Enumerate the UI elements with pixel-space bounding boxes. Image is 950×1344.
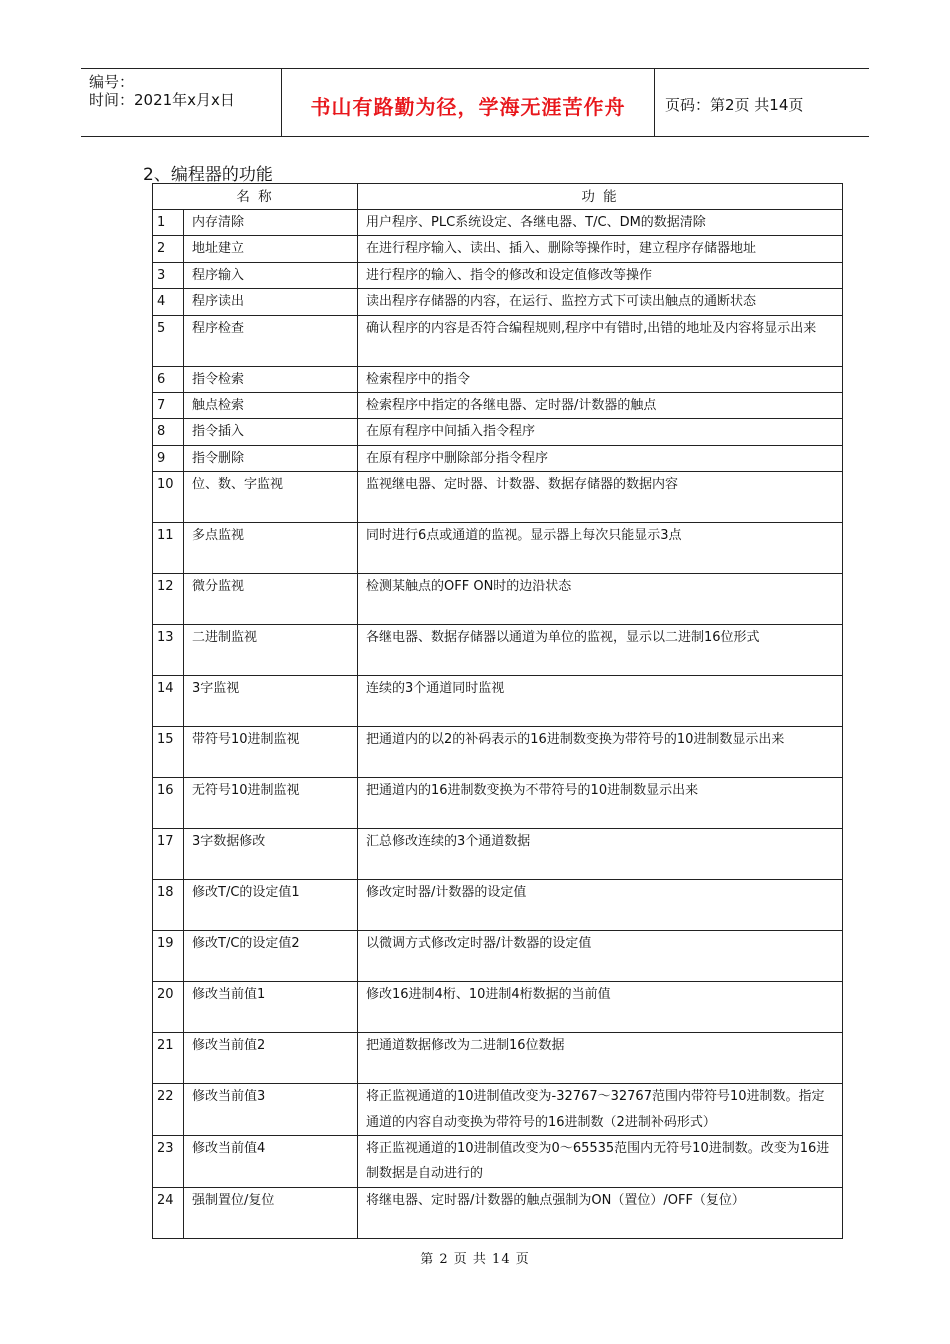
table-row [153, 778, 843, 829]
row-name: 修改当前值3 [184, 1084, 358, 1136]
row-number: 18 [153, 880, 184, 931]
header-page-number: 页码：第2页 共14页 [665, 96, 804, 114]
row-name: 修改当前值4 [184, 1136, 358, 1188]
table-row [153, 676, 843, 727]
row-name: 程序检查 [184, 315, 358, 366]
table-row [153, 982, 843, 1033]
row-name: 指令检索 [184, 366, 358, 392]
table-row [153, 1084, 843, 1136]
row-number: 10 [153, 472, 184, 523]
table-row [153, 1136, 843, 1188]
row-function: 汇总修改连续的3个通道数据 [358, 829, 843, 880]
row-number: 19 [153, 931, 184, 982]
row-function: 各继电器、数据存储器以通道为单位的监视，显示以二进制16位形式 [358, 625, 843, 676]
row-function: 读出程序存储器的内容，在运行、监控方式下可读出触点的通断状态 [358, 289, 843, 315]
row-function: 把通道内的16进制数变换为不带符号的10进制数显示出来 [358, 778, 843, 829]
row-name: 修改T/C的设定值2 [184, 931, 358, 982]
document-number: 编号： [89, 73, 135, 91]
row-function: 检测某触点的OFF ON时的边沿状态 [358, 574, 843, 625]
table-row [153, 262, 843, 288]
row-function: 修改16进制4桁、10进制4桁数据的当前值 [358, 982, 843, 1033]
page-header [81, 68, 869, 137]
row-function: 将正监视通道的10进制值改变为0～65535范围内无符号10进制数。改变为16进制数据是自动进行的 [358, 1136, 843, 1188]
row-name: 指令删除 [184, 445, 358, 471]
table-row [153, 419, 843, 445]
row-number: 7 [153, 393, 184, 419]
row-name: 3字数据修改 [184, 829, 358, 880]
header-motto: 书山有路勤为径，学海无涯苦作舟 [310, 95, 626, 119]
table-row [153, 445, 843, 471]
row-number: 22 [153, 1084, 184, 1136]
row-name: 修改T/C的设定值1 [184, 880, 358, 931]
row-number: 17 [153, 829, 184, 880]
row-function: 在原有程序中删除部分指令程序 [358, 445, 843, 471]
row-name: 程序读出 [184, 289, 358, 315]
row-name: 强制置位/复位 [184, 1187, 358, 1238]
table-row [153, 931, 843, 982]
row-function: 检索程序中的指令 [358, 366, 843, 392]
row-function: 监视继电器、定时器、计数器、数据存储器的数据内容 [358, 472, 843, 523]
section-title: 2、编程器的功能 [143, 165, 273, 185]
row-number: 20 [153, 982, 184, 1033]
row-function: 以微调方式修改定时器/计数器的设定值 [358, 931, 843, 982]
row-function: 检索程序中指定的各继电器、定时器/计数器的触点 [358, 393, 843, 419]
header-motto-cell [282, 69, 655, 136]
row-number: 13 [153, 625, 184, 676]
table-row [153, 1033, 843, 1084]
row-function: 进行程序的输入、指令的修改和设定值修改等操作 [358, 262, 843, 288]
header-page-cell [655, 69, 869, 136]
function-table [152, 183, 843, 1239]
row-function: 将继电器、定时器/计数器的触点强制为ON（置位）/OFF（复位） [358, 1187, 843, 1238]
table-row [153, 393, 843, 419]
row-name: 微分监视 [184, 574, 358, 625]
column-header-name: 名 称 [153, 184, 358, 210]
table-row [153, 829, 843, 880]
table-header-row [153, 184, 843, 210]
row-number: 14 [153, 676, 184, 727]
row-name: 3字监视 [184, 676, 358, 727]
row-name: 二进制监视 [184, 625, 358, 676]
table-row [153, 523, 843, 574]
row-number: 3 [153, 262, 184, 288]
row-function: 在原有程序中间插入指令程序 [358, 419, 843, 445]
row-name: 多点监视 [184, 523, 358, 574]
row-number: 1 [153, 210, 184, 236]
row-function: 用户程序、PLC系统设定、各继电器、T/C、DM的数据清除 [358, 210, 843, 236]
row-name: 位、数、字监视 [184, 472, 358, 523]
row-name: 触点检索 [184, 393, 358, 419]
row-name: 程序输入 [184, 262, 358, 288]
row-number: 5 [153, 315, 184, 366]
table-row [153, 315, 843, 366]
row-name: 带符号10进制监视 [184, 727, 358, 778]
row-function: 确认程序的内容是否符合编程规则,程序中有错时,出错的地址及内容将显示出来 [358, 315, 843, 366]
column-header-function: 功 能 [358, 184, 843, 210]
row-number: 2 [153, 236, 184, 262]
table-row [153, 1187, 843, 1238]
row-number: 23 [153, 1136, 184, 1188]
table-row [153, 727, 843, 778]
row-function: 修改定时器/计数器的设定值 [358, 880, 843, 931]
row-number: 11 [153, 523, 184, 574]
row-function: 把通道数据修改为二进制16位数据 [358, 1033, 843, 1084]
table-row [153, 472, 843, 523]
document-date: 时间：2021年x月x日 [89, 91, 235, 109]
row-name: 修改当前值1 [184, 982, 358, 1033]
row-number: 21 [153, 1033, 184, 1084]
row-number: 24 [153, 1187, 184, 1238]
table-row [153, 625, 843, 676]
row-number: 12 [153, 574, 184, 625]
page-footer: 第 2 页 共 14 页 [420, 1252, 530, 1267]
row-name: 修改当前值2 [184, 1033, 358, 1084]
table-row [153, 289, 843, 315]
table-body [153, 210, 843, 1239]
row-function: 把通道内的以2的补码表示的16进制数变换为带符号的10进制数显示出来 [358, 727, 843, 778]
row-number: 16 [153, 778, 184, 829]
row-name: 内存清除 [184, 210, 358, 236]
row-name: 无符号10进制监视 [184, 778, 358, 829]
table-row [153, 574, 843, 625]
row-function: 同时进行6点或通道的监视。显示器上每次只能显示3点 [358, 523, 843, 574]
table-row [153, 366, 843, 392]
row-function: 将正监视通道的10进制值改变为-32767～32767范围内带符号10进制数。指定通道的内容自动变换为带符号的16进制数（2进制补码形式） [358, 1084, 843, 1136]
row-number: 15 [153, 727, 184, 778]
row-number: 9 [153, 445, 184, 471]
table-row [153, 880, 843, 931]
row-function: 在进行程序输入、读出、插入、删除等操作时，建立程序存储器地址 [358, 236, 843, 262]
row-number: 8 [153, 419, 184, 445]
row-number: 6 [153, 366, 184, 392]
row-name: 指令插入 [184, 419, 358, 445]
table-row [153, 236, 843, 262]
row-function: 连续的3个通道同时监视 [358, 676, 843, 727]
header-meta-cell [81, 69, 282, 136]
table-row [153, 210, 843, 236]
row-name: 地址建立 [184, 236, 358, 262]
row-number: 4 [153, 289, 184, 315]
